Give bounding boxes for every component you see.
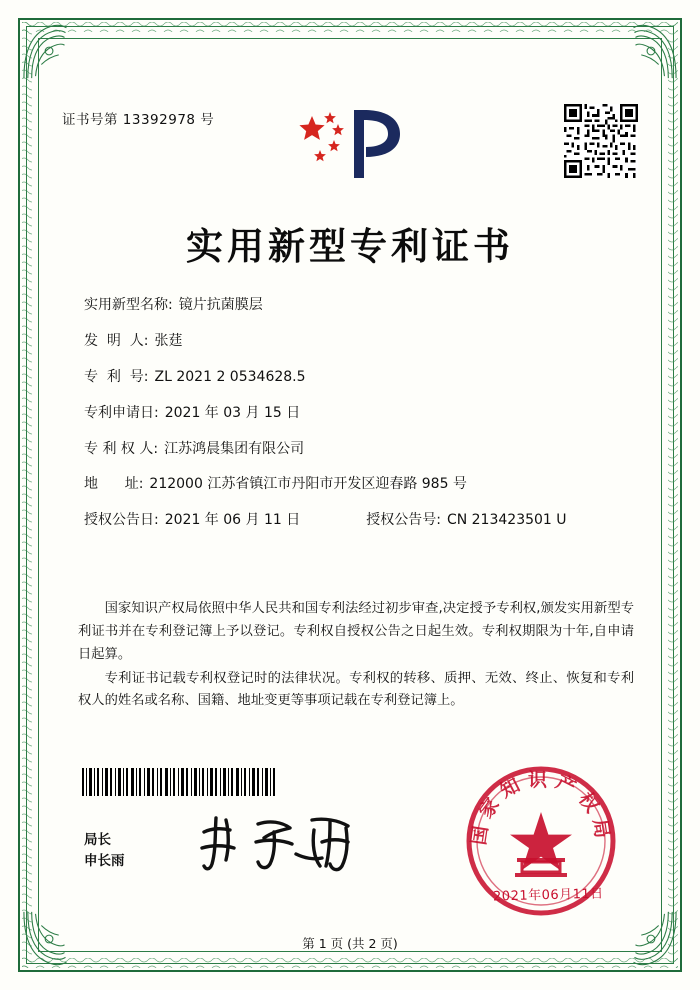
cnipa-emblem-icon <box>296 104 406 182</box>
field-label-inventor: 发 明 人: <box>84 332 149 349</box>
paragraph-1: 国家知识产权局依照中华人民共和国专利法经过初步审查,决定授予专利权,颁发实用新型专利证书并在专利登记簿上予以登记。专利权自授权公告之日起生效。专利权期限为十年,自申请日起算。 <box>78 601 634 662</box>
field-value-patentee: 江苏鸿晨集团有限公司 <box>164 440 305 457</box>
field-value-address: 212000 江苏省镇江市丹阳市开发区迎春路 985 号 <box>149 476 467 493</box>
field-row-patentee <box>84 442 624 457</box>
certificate-number: 证书号第 13392978 号 <box>62 112 215 128</box>
field-label-patent-number: 专 利 号: <box>84 368 149 385</box>
field-label-address: 地 址: <box>84 476 144 493</box>
field-value-patent-number: ZL 2021 2 0534628.5 <box>154 368 306 385</box>
field-label-patentee: 专 利 权 人: <box>84 440 159 457</box>
page-title: 实用新型专利证书 <box>186 225 514 268</box>
field-row-patent-number <box>84 370 624 385</box>
field-value-grant-date: 2021 年 06 月 11 日 <box>164 512 301 529</box>
field-value-grant-number: CN 213423501 U <box>446 512 567 529</box>
field-label-application-date: 专利申请日: <box>84 404 159 421</box>
field-value-name: 镜片抗菌膜层 <box>178 297 263 313</box>
handwritten-signature-icon <box>196 808 364 878</box>
field-list <box>84 298 624 549</box>
director-name-label: 申长雨 <box>84 852 125 869</box>
svg-text:国家知识产权局: 国家知识产权局 <box>467 769 615 847</box>
qr-code-icon <box>564 104 638 178</box>
field-value-application-date: 2021 年 03 月 15 日 <box>164 404 301 421</box>
field-value-inventor: 张莛 <box>154 332 183 349</box>
seal-date: 2021年06月11日 <box>493 886 605 905</box>
field-row-name <box>84 298 624 313</box>
barcode <box>82 768 278 796</box>
field-row-grant <box>84 513 624 528</box>
field-label-name: 实用新型名称: <box>84 297 173 313</box>
signature-labels <box>84 830 125 872</box>
corner-ornament-top-right <box>620 22 678 80</box>
field-label-grant-number: 授权公告号: <box>366 512 441 529</box>
page-footer: 第 1 页 (共 2 页) <box>302 936 398 951</box>
field-label-grant-date: 授权公告日: <box>84 512 159 529</box>
field-row-inventor <box>84 334 624 349</box>
field-row-application-date <box>84 406 624 421</box>
paragraph-2: 专利证书记载专利权登记时的法律状况。专利权的转移、质押、无效、终止、恢复和专利权人的姓名或名称、国籍、地址变更等事项记载在专利登记簿上。 <box>78 670 634 709</box>
field-row-address <box>84 477 624 492</box>
director-role-label: 局长 <box>84 832 111 848</box>
legal-text <box>78 598 634 714</box>
corner-ornament-top-left <box>22 22 80 80</box>
